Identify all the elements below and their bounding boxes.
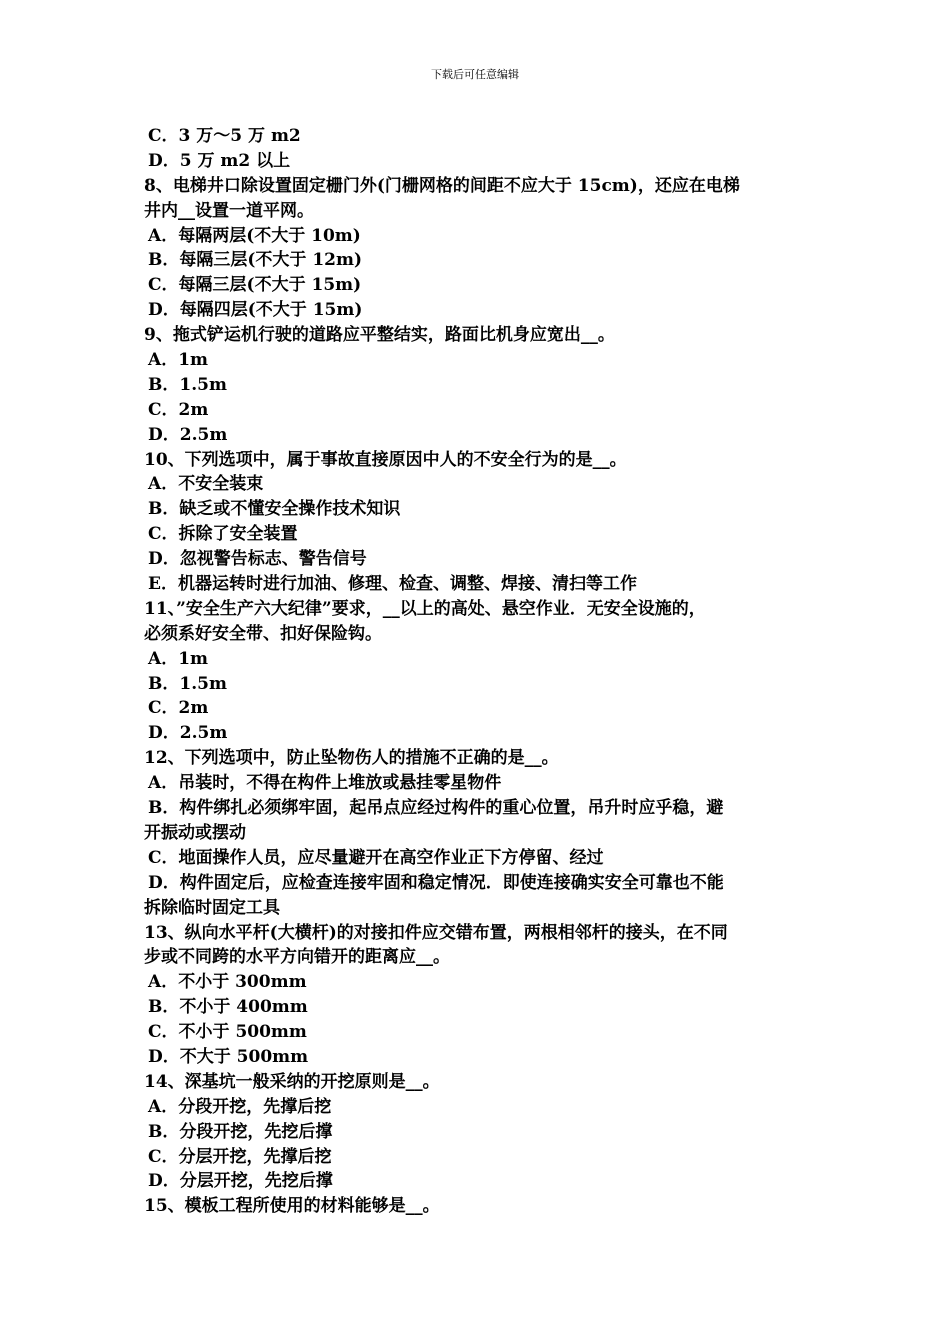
answer-option: A．1m (148, 648, 209, 669)
answer-option: C．分层开挖，先撑后挖 (148, 1146, 332, 1167)
question-text: 12、下列选项中，防止坠物伤人的措施不正确的是__。 (144, 748, 559, 769)
answer-option: D．每隔四层(不大于 15m) (148, 300, 363, 321)
question-list (144, 124, 816, 1219)
answer-option: C．2m (148, 698, 209, 719)
answer-option: C．不小于 500mm (148, 1022, 307, 1043)
answer-option: C．地面操作人员，应尽量避开在高空作业正下方停留、经过 (148, 847, 604, 868)
answer-option: D．5 万 m2 以上 (148, 150, 291, 171)
question-text: 9、拖式铲运机行驶的道路应平整结实，路面比机身应宽出__。 (144, 325, 615, 346)
answer-option: C．每隔三层(不大于 15m) (148, 275, 362, 296)
answer-option: D．构件固定后，应检查连接牢固和稳定情况．即使连接确实安全可靠也不能 (148, 872, 724, 893)
question-text: 13、纵向水平杆(大横杆)的对接扣件应交错布置，两根相邻杆的接头，在不同 (144, 922, 728, 943)
answer-option: D．分层开挖，先挖后撑 (148, 1171, 333, 1192)
answer-option: A．每隔两层(不大于 10m) (148, 225, 361, 246)
answer-option: E．机器运转时进行加油、修理、检查、调整、焊接、清扫等工作 (148, 574, 637, 595)
answer-option: D．不大于 500mm (148, 1046, 309, 1067)
question-text: 开振动或摆动 (144, 822, 246, 843)
answer-option: A．1m (148, 350, 209, 371)
question-text: 井内__设置一道平网。 (144, 200, 314, 221)
answer-option: C．2m (148, 399, 209, 420)
question-text: 11、”安全生产六大纪律”要求，__以上的高处、悬空作业．无安全设施的， (144, 598, 706, 619)
question-text: 8、电梯井口除设置固定栅门外(门栅网格的间距不应大于 15cm)，还应在电梯 (144, 175, 740, 196)
answer-option: C．3 万～5 万 m2 (148, 126, 301, 146)
page-header-note: 下载后可任意编辑 (431, 68, 519, 81)
answer-option: B．构件绑扎必须绑牢固，起吊点应经过构件的重心位置，吊升时应乎稳，避 (148, 798, 724, 819)
answer-option: B．1.5m (148, 374, 227, 395)
answer-option: C．拆除了安全装置 (148, 524, 298, 545)
answer-option: A．不小于 300mm (148, 972, 307, 993)
answer-option: B．每隔三层(不大于 12m) (148, 250, 363, 271)
question-text: 10、下列选项中，属于事故直接原因中人的不安全行为的是__。 (144, 449, 627, 470)
question-text: 必须系好安全带、扣好保险钩。 (144, 623, 382, 644)
question-text: 拆除临时固定工具 (144, 897, 280, 918)
answer-option: A．吊装时，不得在构件上堆放或悬挂零星物件 (148, 773, 502, 794)
answer-option: A．不安全装束 (148, 474, 264, 495)
answer-option: B．缺乏或不懂安全操作技术知识 (148, 499, 401, 520)
question-text: 14、深基坑一般采纳的开挖原则是__。 (144, 1071, 440, 1092)
answer-option: B．1.5m (148, 673, 227, 694)
question-text: 15、模板工程所使用的材料能够是__。 (144, 1196, 440, 1217)
answer-option: D．2.5m (148, 723, 228, 744)
answer-option: B．分段开挖，先挖后撑 (148, 1121, 333, 1142)
answer-option: B．不小于 400mm (148, 997, 308, 1018)
answer-option: A．分段开挖，先撑后挖 (148, 1096, 332, 1117)
answer-option: D．2.5m (148, 424, 228, 445)
answer-option: D．忽视警告标志、警告信号 (148, 549, 367, 570)
question-text: 步或不同跨的水平方向错开的距离应__。 (144, 947, 450, 968)
